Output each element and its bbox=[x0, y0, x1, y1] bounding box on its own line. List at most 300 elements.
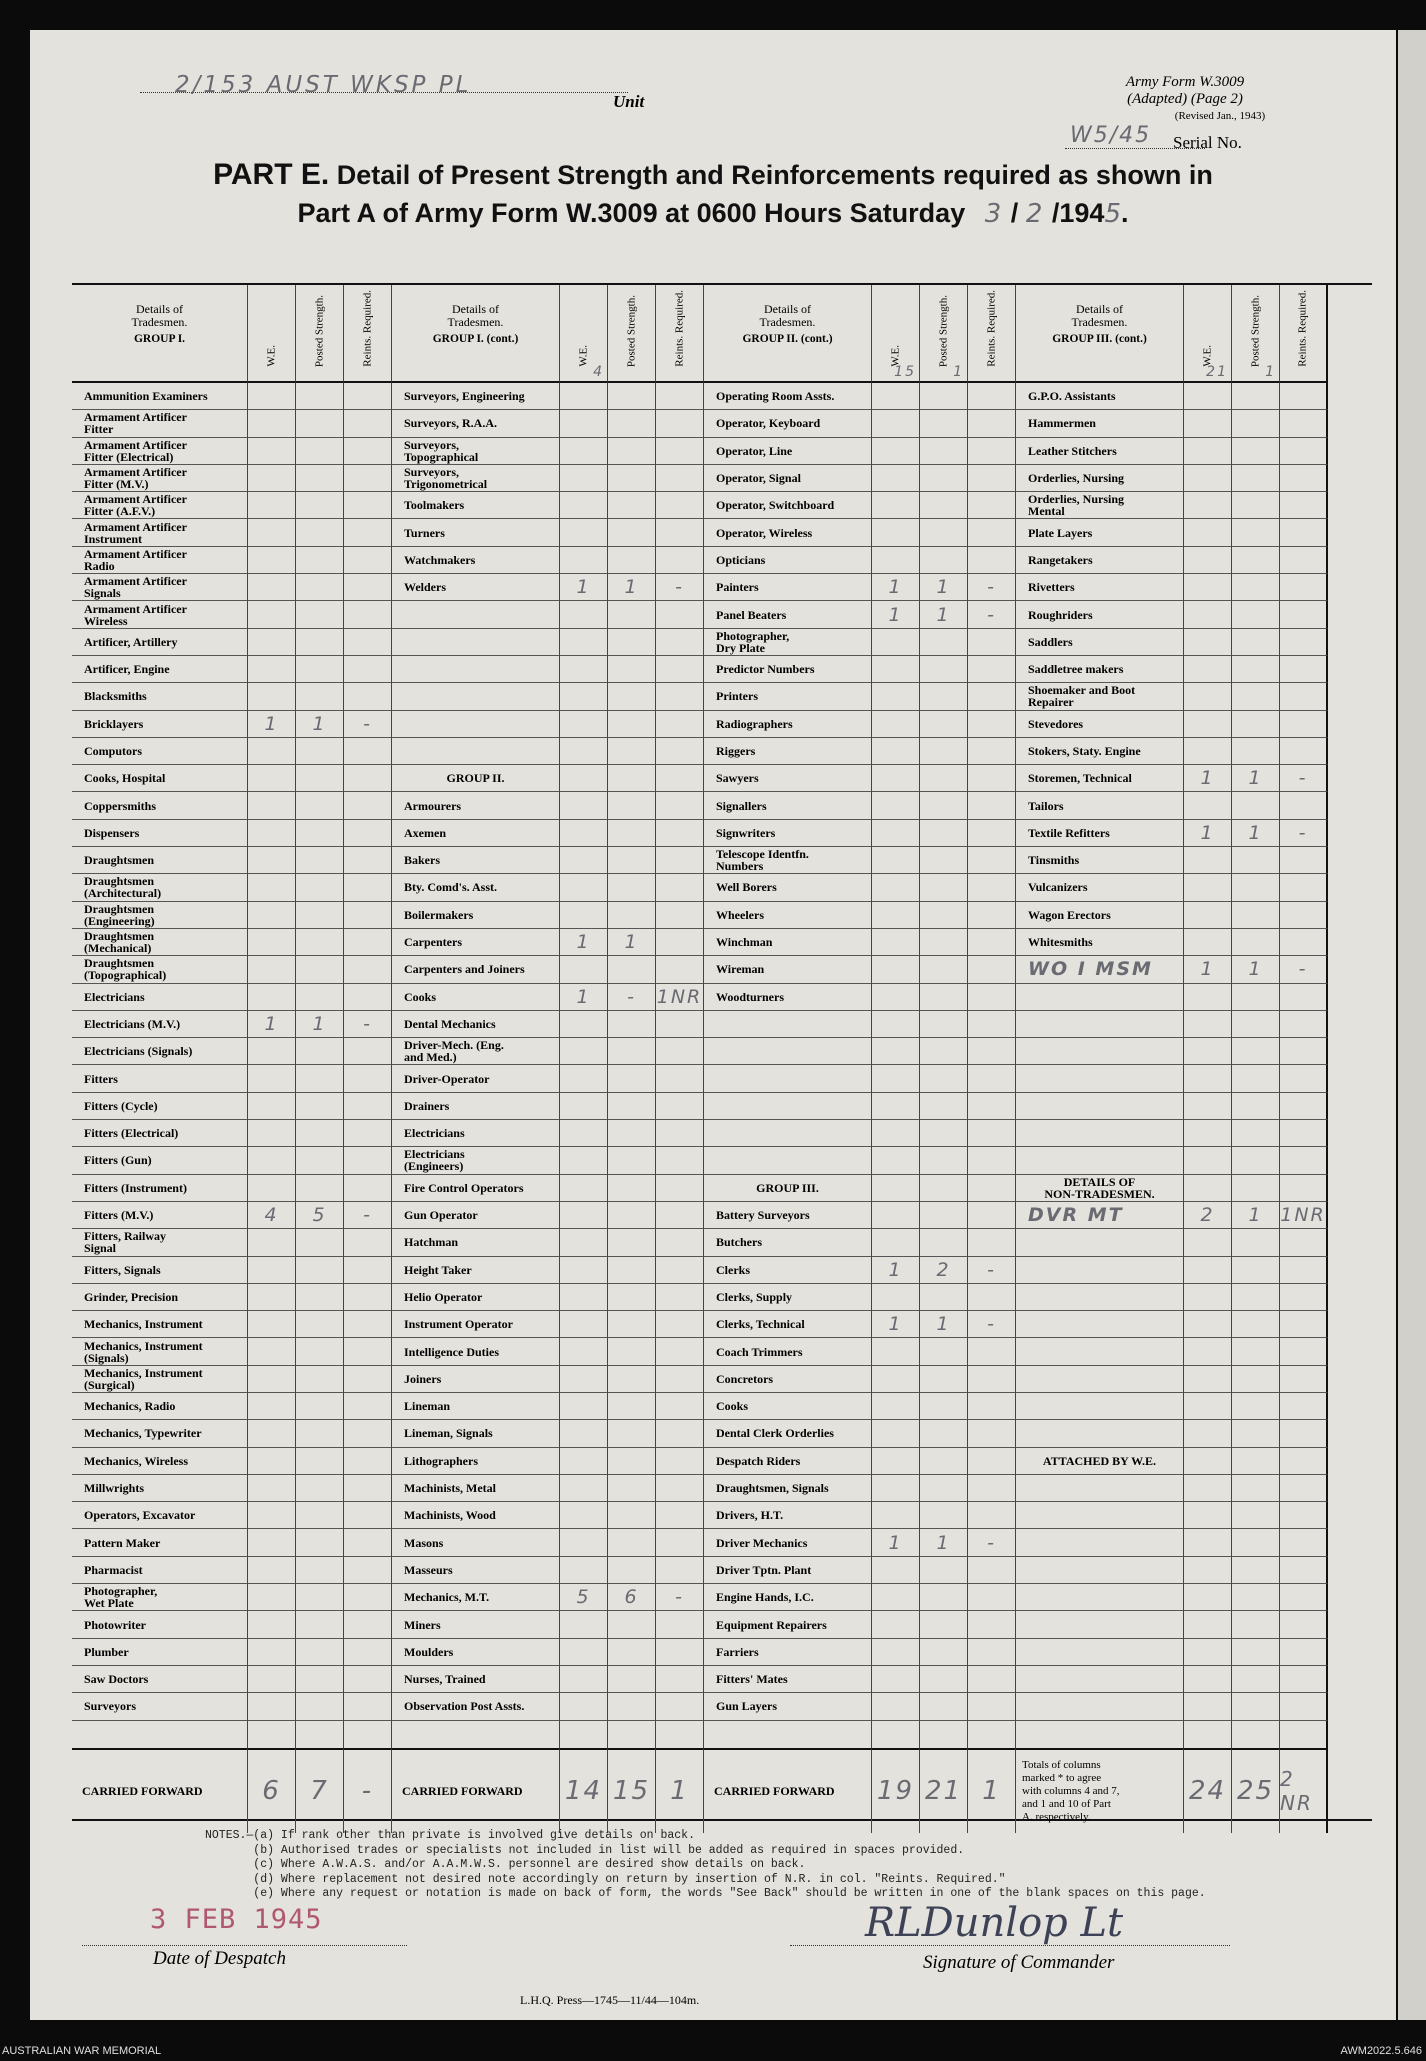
unit-handwritten: 2/153 AUST WKSP PL bbox=[175, 72, 472, 98]
trade-label bbox=[1016, 1202, 1184, 1229]
carried-forward-number: 15 bbox=[612, 1776, 651, 1807]
we-value-cell bbox=[248, 1284, 296, 1311]
blank-trade-cell bbox=[1016, 1229, 1184, 1256]
date-period: . bbox=[1121, 198, 1129, 228]
we-value-cell bbox=[872, 383, 920, 410]
posted-strength-value-cell bbox=[296, 1038, 344, 1065]
posted-strength-value-cell bbox=[1232, 1721, 1280, 1748]
trade-label: Opticians bbox=[704, 547, 872, 574]
trade-label: Draughtsmen (Architectural) bbox=[72, 874, 248, 901]
reinforcements-value-cell bbox=[656, 984, 704, 1011]
trade-label: Driver Mechanics bbox=[704, 1529, 872, 1556]
trade-label: Panel Beaters bbox=[704, 601, 872, 628]
reinforcements-value-cell bbox=[1280, 956, 1328, 983]
posted-strength-value-cell bbox=[920, 1393, 968, 1420]
trade-label: Telescope Identfn. Numbers bbox=[704, 847, 872, 874]
trade-label: Electricians (M.V.) bbox=[72, 1011, 248, 1038]
posted-strength-value-cell bbox=[608, 1666, 656, 1693]
form-revised: (Revised Jan., 1943) bbox=[1174, 110, 1266, 122]
carried-forward-label: CARRIED FORWARD bbox=[704, 1748, 872, 1833]
trade-label: Clerks, Technical bbox=[704, 1311, 872, 1338]
posted-strength-value-cell bbox=[1232, 547, 1280, 574]
we-value-cell bbox=[560, 1175, 608, 1202]
we-value-cell bbox=[872, 1475, 920, 1502]
we-value-cell bbox=[248, 383, 296, 410]
reinforcements-value: - bbox=[987, 1313, 996, 1336]
reinforcements-value-cell bbox=[968, 601, 1016, 628]
carried-forward-value bbox=[560, 1748, 608, 1833]
posted-strength-value-cell bbox=[1232, 1529, 1280, 1556]
carried-forward-label: CARRIED FORWARD bbox=[392, 1748, 560, 1833]
reinforcements-value-cell bbox=[344, 1666, 392, 1693]
we-value-cell bbox=[248, 1229, 296, 1256]
reinforcements-value-cell bbox=[968, 1175, 1016, 1202]
we-value: 1 bbox=[264, 712, 279, 735]
reinforcements-value-cell bbox=[344, 410, 392, 437]
posted-strength-value-cell bbox=[608, 1229, 656, 1256]
we-value-cell bbox=[248, 1011, 296, 1038]
reinforcements-value-cell bbox=[1280, 738, 1328, 765]
posted-strength-value-cell bbox=[296, 492, 344, 519]
posted-strength-value-cell bbox=[296, 820, 344, 847]
trade-label: Shoemaker and Boot Repairer bbox=[1016, 683, 1184, 710]
posted-strength-value-cell bbox=[920, 1639, 968, 1666]
we-value-cell bbox=[1184, 1366, 1232, 1393]
trade-label: Dental Mechanics bbox=[392, 1011, 560, 1038]
we-value-cell bbox=[248, 874, 296, 901]
we-value-cell bbox=[560, 519, 608, 546]
we-value-cell bbox=[560, 410, 608, 437]
title-text-2: Part A of Army Form W.3009 at 0600 Hours Saturday bbox=[297, 198, 966, 228]
we-value-cell bbox=[560, 1529, 608, 1556]
we-value-cell bbox=[248, 1120, 296, 1147]
posted-strength-value-cell bbox=[1232, 1448, 1280, 1475]
reinforcements-value: 1NR bbox=[1280, 1204, 1326, 1227]
trade-label: GROUP III. bbox=[704, 1175, 872, 1202]
carried-forward-value bbox=[608, 1748, 656, 1833]
posted-strength-value-cell bbox=[608, 1611, 656, 1638]
we-value-cell bbox=[248, 629, 296, 656]
we-column-header bbox=[248, 285, 296, 383]
posted-strength-value-cell bbox=[608, 929, 656, 956]
reinforcements-value-cell bbox=[1280, 1529, 1328, 1556]
posted-strength-value-cell bbox=[1232, 847, 1280, 874]
we-value-cell bbox=[1184, 1284, 1232, 1311]
we-value-cell bbox=[872, 1448, 920, 1475]
posted-strength-value-cell bbox=[296, 1475, 344, 1502]
blank-trade-cell bbox=[1016, 1338, 1184, 1365]
reinforcements-value-cell bbox=[344, 1639, 392, 1666]
reinforcements-value-cell bbox=[344, 656, 392, 683]
trade-label: Butchers bbox=[704, 1229, 872, 1256]
carried-forward-value bbox=[296, 1748, 344, 1833]
header-handwritten-mark: 21 bbox=[1206, 364, 1228, 380]
posted-strength-value-cell bbox=[920, 1284, 968, 1311]
we-value-cell bbox=[248, 1065, 296, 1092]
we-value-cell bbox=[560, 1038, 608, 1065]
reinforcements-value-cell bbox=[968, 1584, 1016, 1611]
reinforcements-value-cell bbox=[968, 1338, 1016, 1365]
serial-label: Serial No. bbox=[1173, 133, 1242, 152]
signature-label: Signature of Commander bbox=[923, 1952, 1115, 1973]
date-month: 2 bbox=[1025, 199, 1045, 229]
trade-label: Nurses, Trained bbox=[392, 1666, 560, 1693]
trade-label: Engine Hands, I.C. bbox=[704, 1584, 872, 1611]
reinforcements-value-cell bbox=[656, 1611, 704, 1638]
we-value-cell bbox=[1184, 902, 1232, 929]
trade-label: Welders bbox=[392, 574, 560, 601]
reinforcements-value-cell bbox=[1280, 874, 1328, 901]
carried-forward-number: - bbox=[361, 1776, 374, 1807]
we-value-cell bbox=[872, 492, 920, 519]
we-value-cell bbox=[872, 465, 920, 492]
trade-label: Dental Clerk Orderlies bbox=[704, 1420, 872, 1447]
we-value-cell bbox=[872, 1338, 920, 1365]
reinforcements-value-cell bbox=[1280, 929, 1328, 956]
posted-strength-value-cell bbox=[1232, 601, 1280, 628]
posted-strength-value-cell bbox=[608, 1093, 656, 1120]
we-value-cell bbox=[1184, 547, 1232, 574]
we-value-cell bbox=[1184, 1338, 1232, 1365]
we-value: 1 bbox=[576, 931, 591, 954]
posted-strength-value: 1 bbox=[1248, 767, 1263, 790]
we-value-cell bbox=[1184, 601, 1232, 628]
note-line: (e) Where any request or notation is made on back of form, the words "See Back" should be written in one of the blank spaces on this page. bbox=[205, 1887, 1206, 1901]
reinforcements-value-cell bbox=[656, 738, 704, 765]
unit-label: Unit bbox=[613, 92, 645, 111]
reinforcements-value-cell bbox=[344, 929, 392, 956]
posted-strength-value-cell bbox=[608, 1502, 656, 1529]
reinforcements-value-cell bbox=[344, 1065, 392, 1092]
posted-strength-value-cell bbox=[296, 1584, 344, 1611]
trade-label: Armament Artificer Fitter (M.V.) bbox=[72, 465, 248, 492]
we-value-cell bbox=[1184, 383, 1232, 410]
reinforcements-value-cell bbox=[344, 574, 392, 601]
posted-strength-value-cell bbox=[920, 929, 968, 956]
we-value-cell bbox=[1184, 465, 1232, 492]
we-value-cell bbox=[560, 765, 608, 792]
we-value-cell bbox=[872, 902, 920, 929]
we-value-cell bbox=[872, 1011, 920, 1038]
trade-label: Machinists, Metal bbox=[392, 1475, 560, 1502]
trade-label: Textile Refitters bbox=[1016, 820, 1184, 847]
trade-label: Intelligence Duties bbox=[392, 1338, 560, 1365]
trade-label: Despatch Riders bbox=[704, 1448, 872, 1475]
reinforcements-value-cell bbox=[1280, 1175, 1328, 1202]
reinforcements-value-cell bbox=[656, 1202, 704, 1229]
reinforcements-value-cell bbox=[344, 519, 392, 546]
we-value-cell bbox=[1184, 683, 1232, 710]
we-value-cell bbox=[248, 1721, 296, 1748]
we-value-cell bbox=[560, 1693, 608, 1720]
trade-label: Fitters bbox=[72, 1065, 248, 1092]
trade-label: Draughtsmen (Topographical) bbox=[72, 956, 248, 983]
reinforcements-value-cell bbox=[344, 792, 392, 819]
trade-label: Saddlers bbox=[1016, 629, 1184, 656]
trade-label: Mechanics, Instrument (Surgical) bbox=[72, 1366, 248, 1393]
posted-strength-value-cell bbox=[920, 1611, 968, 1638]
we-value-cell bbox=[1184, 629, 1232, 656]
we-value-cell bbox=[1184, 1557, 1232, 1584]
we-value-cell bbox=[872, 1721, 920, 1748]
we-header-label: W.E. bbox=[577, 345, 589, 367]
reinforcements-value-cell bbox=[656, 1011, 704, 1038]
details-label: Details of bbox=[136, 302, 183, 316]
trade-label: Predictor Numbers bbox=[704, 656, 872, 683]
posted-strength-value-cell bbox=[920, 683, 968, 710]
we-value-cell bbox=[248, 1502, 296, 1529]
we-value-cell bbox=[560, 902, 608, 929]
trade-label: Mechanics, Instrument bbox=[72, 1311, 248, 1338]
we-value-cell bbox=[1184, 1584, 1232, 1611]
details-header-group-2-cont bbox=[704, 285, 872, 383]
blank-trade-cell bbox=[72, 1721, 248, 1748]
reinforcements-value-cell bbox=[656, 1557, 704, 1584]
we-value: 1 bbox=[264, 1012, 279, 1035]
posted-strength-value-cell bbox=[296, 1284, 344, 1311]
we-value-cell bbox=[1184, 820, 1232, 847]
posted-strength-value-cell bbox=[296, 984, 344, 1011]
reinforcements-value-cell bbox=[1280, 519, 1328, 546]
we-value-cell bbox=[560, 492, 608, 519]
posted-strength-value-cell bbox=[920, 1475, 968, 1502]
we-value-cell bbox=[872, 1284, 920, 1311]
group-label: GROUP I. bbox=[133, 333, 186, 345]
posted-strength-value-cell bbox=[296, 711, 344, 738]
reinfs-header-label: Reints. Required. bbox=[985, 290, 997, 367]
we-value-cell bbox=[1184, 1529, 1232, 1556]
we-value-cell bbox=[872, 1584, 920, 1611]
reinforcements-value-cell bbox=[1280, 1229, 1328, 1256]
we-value-cell bbox=[872, 1065, 920, 1092]
we-value-cell bbox=[1184, 1475, 1232, 1502]
posted-strength-value-cell bbox=[296, 1420, 344, 1447]
posted-strength-value-cell bbox=[1232, 1284, 1280, 1311]
reinforcements-value-cell bbox=[344, 874, 392, 901]
reinforcements-value-cell bbox=[656, 711, 704, 738]
blank-trade-cell bbox=[1016, 1475, 1184, 1502]
reinforcements-value-cell bbox=[1280, 1584, 1328, 1611]
reinforcements-value-cell bbox=[344, 1393, 392, 1420]
reinforcements-value-cell bbox=[968, 1393, 1016, 1420]
posted-strength-value-cell bbox=[608, 874, 656, 901]
posted-strength-value-cell bbox=[1232, 1175, 1280, 1202]
posted-strength-value-cell bbox=[608, 1175, 656, 1202]
we-value-cell bbox=[248, 711, 296, 738]
trade-label: Armament Artificer Instrument bbox=[72, 519, 248, 546]
reinforcements-value-cell bbox=[344, 1229, 392, 1256]
we-value: 1 bbox=[576, 985, 591, 1008]
posted-strength-value-cell bbox=[296, 1257, 344, 1284]
reinforcements-value-cell bbox=[344, 1257, 392, 1284]
posted-strength-value-cell bbox=[1232, 1120, 1280, 1147]
we-header-label: W.E. bbox=[1201, 345, 1213, 367]
carried-forward-number: 1 bbox=[670, 1776, 689, 1807]
posted-header-label: Posted Strength. bbox=[313, 294, 325, 367]
we-value-cell bbox=[1184, 1693, 1232, 1720]
trade-label: Well Borers bbox=[704, 874, 872, 901]
posted-strength-value-cell bbox=[1232, 438, 1280, 465]
we-value-cell bbox=[560, 1284, 608, 1311]
reinforcements-value-cell bbox=[656, 820, 704, 847]
we-value-cell bbox=[248, 1311, 296, 1338]
reinforcements-value-cell bbox=[968, 956, 1016, 983]
reinforcements-value-cell bbox=[968, 1557, 1016, 1584]
posted-strength-value-cell bbox=[920, 1584, 968, 1611]
reinforcements-value-cell bbox=[656, 1257, 704, 1284]
reinforcements-value-cell bbox=[656, 547, 704, 574]
we-value-cell bbox=[560, 1584, 608, 1611]
we-value-cell bbox=[872, 1366, 920, 1393]
posted-strength-value-cell bbox=[296, 1229, 344, 1256]
posted-strength-value-cell bbox=[920, 1366, 968, 1393]
posted-strength-value-cell bbox=[296, 1557, 344, 1584]
posted-strength-value-cell bbox=[296, 1393, 344, 1420]
trade-label: Driver-Mech. (Eng. and Med.) bbox=[392, 1038, 560, 1065]
reinforcements-value-cell bbox=[344, 738, 392, 765]
group-label: GROUP II. (cont.) bbox=[742, 333, 833, 345]
reinforcements-value-cell bbox=[344, 1147, 392, 1174]
we-value-cell bbox=[248, 902, 296, 929]
we-value-cell bbox=[1184, 1311, 1232, 1338]
we-value-cell bbox=[560, 656, 608, 683]
trade-label: Machinists, Wood bbox=[392, 1502, 560, 1529]
we-value-cell bbox=[560, 847, 608, 874]
posted-strength-value-cell bbox=[920, 1666, 968, 1693]
carried-forward-number: 1 bbox=[982, 1776, 1001, 1807]
reinforcements-value-cell bbox=[968, 1666, 1016, 1693]
paper-edge-strip bbox=[1398, 30, 1426, 2020]
grand-total-number: 25 bbox=[1236, 1776, 1275, 1807]
reinforcements-value-cell bbox=[344, 1311, 392, 1338]
reinforcements-value-cell bbox=[344, 1693, 392, 1720]
reinforcements-value-cell bbox=[656, 1693, 704, 1720]
posted-strength-value: 1 bbox=[936, 1531, 951, 1554]
reinforcements-value-cell bbox=[1280, 1666, 1328, 1693]
we-value-cell bbox=[248, 465, 296, 492]
we-value-cell bbox=[872, 984, 920, 1011]
posted-strength-value: 1 bbox=[936, 576, 951, 599]
trade-label: Signallers bbox=[704, 792, 872, 819]
details-label: Tradesmen. bbox=[131, 315, 188, 329]
posted-strength-value: 1 bbox=[312, 712, 327, 735]
we-value-cell bbox=[872, 1229, 920, 1256]
posted-strength-value: - bbox=[627, 985, 636, 1008]
we-value-cell bbox=[560, 1338, 608, 1365]
we-value-cell bbox=[1184, 656, 1232, 683]
posted-column-header bbox=[1232, 285, 1280, 383]
reinforcements-value-cell bbox=[968, 1475, 1016, 1502]
trade-label: Surveyors, Topographical bbox=[392, 438, 560, 465]
we-value-cell bbox=[1184, 1175, 1232, 1202]
we-value-cell bbox=[1184, 1202, 1232, 1229]
we-value-cell bbox=[1184, 874, 1232, 901]
reinforcements-value-cell bbox=[968, 711, 1016, 738]
we-value: 1 bbox=[888, 603, 903, 626]
we-value-cell bbox=[1184, 1420, 1232, 1447]
trade-label: Fitters (M.V.) bbox=[72, 1202, 248, 1229]
we-value-cell bbox=[1184, 792, 1232, 819]
we-value-cell bbox=[1184, 1038, 1232, 1065]
trade-label: Orderlies, Nursing bbox=[1016, 465, 1184, 492]
posted-strength-value-cell bbox=[608, 1284, 656, 1311]
reinforcements-value-cell bbox=[656, 1038, 704, 1065]
trade-label: Bricklayers bbox=[72, 711, 248, 738]
we-value-cell bbox=[1184, 410, 1232, 437]
posted-strength-value-cell bbox=[608, 1584, 656, 1611]
reinforcements-value-cell bbox=[968, 1065, 1016, 1092]
we-value-cell bbox=[560, 792, 608, 819]
we-value-cell bbox=[560, 1611, 608, 1638]
trade-label: Draughtsmen (Engineering) bbox=[72, 902, 248, 929]
posted-strength-value-cell bbox=[920, 765, 968, 792]
posted-strength-value-cell bbox=[1232, 574, 1280, 601]
reinforcements-value-cell bbox=[656, 1284, 704, 1311]
carried-forward-value bbox=[872, 1748, 920, 1833]
trade-label: ATTACHED BY W.E. bbox=[1016, 1448, 1184, 1475]
we-value-cell bbox=[1184, 765, 1232, 792]
posted-strength-value-cell bbox=[296, 438, 344, 465]
trade-label: Operator, Switchboard bbox=[704, 492, 872, 519]
trade-label: Surveyors, R.A.A. bbox=[392, 410, 560, 437]
details-header-group-1-cont bbox=[392, 285, 560, 383]
posted-strength-value-cell bbox=[296, 1693, 344, 1720]
posted-strength-value-cell bbox=[1232, 1065, 1280, 1092]
reinforcements-value-cell bbox=[1280, 1311, 1328, 1338]
note-line: (d) Where replacement not desired note accordingly on return by insertion of N.R. in col. "Reints. Required." bbox=[205, 1872, 1006, 1886]
blank-trade-cell bbox=[392, 601, 560, 628]
trade-label: Cooks bbox=[704, 1393, 872, 1420]
reinforcements-value-cell bbox=[344, 383, 392, 410]
we-value-cell bbox=[560, 1721, 608, 1748]
trade-label: Toolmakers bbox=[392, 492, 560, 519]
reinforcements-value-cell bbox=[968, 738, 1016, 765]
details-label: Tradesmen. bbox=[1071, 315, 1128, 329]
posted-strength-value-cell bbox=[608, 1393, 656, 1420]
we-value-cell bbox=[560, 1557, 608, 1584]
trade-label: Bty. Comd's. Asst. bbox=[392, 874, 560, 901]
posted-strength-value-cell bbox=[608, 656, 656, 683]
we-value-cell bbox=[1184, 1502, 1232, 1529]
reinforcements-value-cell bbox=[968, 929, 1016, 956]
reinforcements-value-cell bbox=[344, 984, 392, 1011]
blank-trade-cell bbox=[1016, 1147, 1184, 1174]
we-value-cell bbox=[872, 1120, 920, 1147]
handwritten-trade: DVR MT bbox=[1028, 1204, 1124, 1227]
posted-strength-value-cell bbox=[296, 792, 344, 819]
trade-label: Lineman, Signals bbox=[392, 1420, 560, 1447]
we-value-cell bbox=[248, 1557, 296, 1584]
caption-right: AWM2022.5.646 bbox=[1340, 2045, 1422, 2057]
we-value-cell bbox=[1184, 1011, 1232, 1038]
posted-strength-value: 1 bbox=[1248, 821, 1263, 844]
we-value-cell bbox=[560, 1257, 608, 1284]
we-value-cell bbox=[872, 1175, 920, 1202]
trade-label: Axemen bbox=[392, 820, 560, 847]
form-sheet bbox=[30, 30, 1396, 2020]
we-value-cell bbox=[248, 738, 296, 765]
reinforcements-value-cell bbox=[656, 1175, 704, 1202]
posted-strength-value-cell bbox=[1232, 1366, 1280, 1393]
posted-strength-value-cell bbox=[1232, 1093, 1280, 1120]
reinforcements-value-cell bbox=[968, 1366, 1016, 1393]
reinforcements-value-cell bbox=[344, 1584, 392, 1611]
blank-trade-cell bbox=[704, 1065, 872, 1092]
title-line-2: Part A of Army Form W.3009 at 0600 Hours Saturday 3 / 2 /1945. bbox=[297, 198, 1129, 229]
trade-label: Operator, Keyboard bbox=[704, 410, 872, 437]
reinforcements-value-cell bbox=[344, 1448, 392, 1475]
we-value-cell bbox=[1184, 1448, 1232, 1475]
